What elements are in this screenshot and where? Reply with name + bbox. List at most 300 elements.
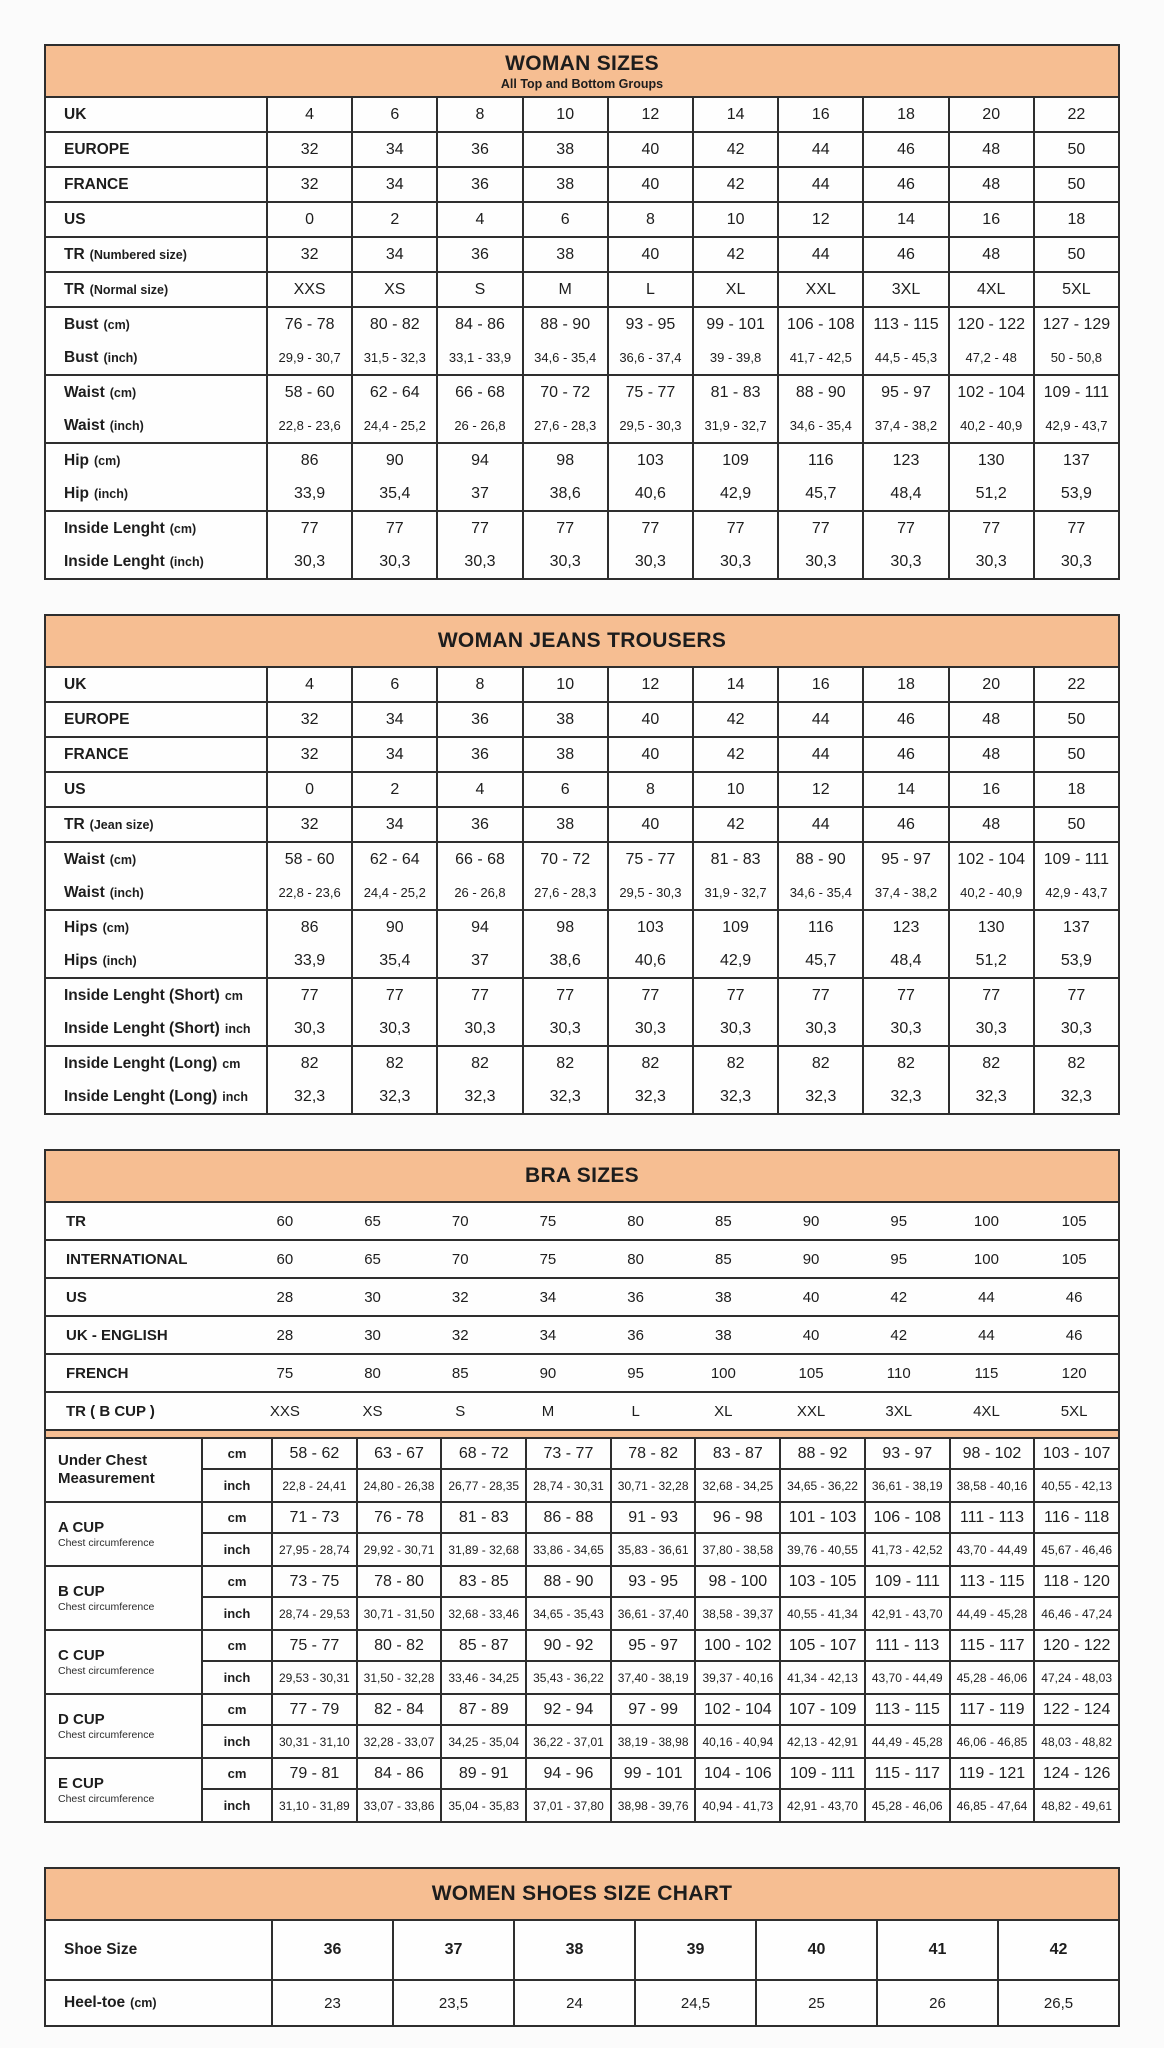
- size-value: 18: [1067, 780, 1086, 798]
- size-value-cell: [948, 703, 1033, 736]
- size-value-cell: [777, 238, 862, 271]
- size-value: 90: [802, 1250, 820, 1268]
- cup-inch-value: 35,43 - 36,22: [533, 1670, 604, 1685]
- size-value: 34: [385, 710, 404, 728]
- size-value: 4: [305, 675, 315, 693]
- size-value-cell: [351, 703, 436, 736]
- size-value-cell: [1033, 979, 1118, 1045]
- size-value-cell: [1033, 738, 1118, 771]
- size-value-cell: [266, 773, 351, 806]
- row-label-cell: [46, 133, 266, 166]
- size-value: 100: [973, 1250, 999, 1268]
- size-value: 25: [808, 1994, 825, 2012]
- cup-cm-value: 77 - 79: [273, 1695, 356, 1726]
- size-value-cell: [1033, 843, 1118, 909]
- size-value: 58 - 60: [284, 383, 335, 401]
- size-value: 77: [1067, 986, 1086, 1004]
- size-value-cell: [607, 911, 692, 977]
- size-value: 2: [390, 210, 400, 228]
- size-value-cell: [692, 98, 777, 131]
- cup-label-cell: [46, 1503, 201, 1565]
- cup-sublabel: Chest circumference: [58, 1537, 155, 1550]
- unit-inch-label: inch: [223, 1734, 251, 1749]
- size-value-cell: [607, 808, 692, 841]
- size-value-cell: [862, 133, 947, 166]
- cup-cm-value: 78 - 80: [358, 1567, 441, 1598]
- cup-label: C CUP: [58, 1646, 105, 1664]
- row-label-cell: [46, 203, 266, 236]
- size-value-cell: [1033, 203, 1118, 236]
- cup-sublabel: Chest circumference: [58, 1665, 155, 1678]
- size-value-cell: [1033, 668, 1118, 701]
- size-value: 85: [714, 1250, 732, 1268]
- size-value: 50: [1067, 140, 1086, 158]
- size-value-cell: [522, 203, 607, 236]
- row-label-text: TR: [64, 280, 85, 298]
- size-value-cell: [948, 376, 1033, 442]
- size-row: [46, 98, 1118, 131]
- size-value: 77: [385, 519, 404, 537]
- row-label: [64, 238, 266, 271]
- cup-cm-value: 71 - 73: [273, 1503, 356, 1534]
- size-value: 102 - 104: [957, 383, 1025, 401]
- size-value: 46: [897, 175, 915, 193]
- cup-inch-value: 40,55 - 42,13: [1041, 1478, 1112, 1493]
- size-value-cell: [1033, 98, 1118, 131]
- size-value-cell: [607, 376, 692, 442]
- row-label: US: [66, 1288, 87, 1306]
- cup-value-cell: [271, 1695, 356, 1757]
- row-label-note: cm: [224, 988, 243, 1003]
- size-value: 38,6: [549, 951, 581, 969]
- bra-conversion-row: [46, 1391, 1118, 1429]
- row-label-note: (cm): [103, 317, 130, 332]
- size-value: 51,2: [975, 951, 1007, 969]
- size-row: [46, 1921, 1118, 1979]
- size-value: 48: [982, 175, 1001, 193]
- row-label: [64, 808, 266, 841]
- size-value: 36: [471, 745, 489, 763]
- size-row: [46, 668, 1118, 701]
- size-value: S: [455, 1402, 466, 1420]
- cup-inch-value: 40,16 - 40,94: [702, 1734, 774, 1749]
- row-label: [64, 203, 266, 236]
- size-value: 34,6 - 35,4: [789, 418, 852, 433]
- row-label-note: (cm): [109, 385, 137, 400]
- size-value-cell: [266, 703, 351, 736]
- cup-cm-value: 98 - 100: [696, 1567, 779, 1598]
- size-value: XXS: [269, 1402, 300, 1420]
- size-value: 48,4: [890, 951, 922, 969]
- size-value: 115: [974, 1364, 999, 1382]
- row-label-note: (Normal size): [89, 282, 169, 297]
- size-value: 10: [726, 780, 745, 798]
- cup-value-cell: [610, 1759, 695, 1821]
- size-value: 26 - 26,8: [454, 418, 506, 433]
- size-value: 30,3: [890, 552, 922, 570]
- size-value-cell: [522, 979, 607, 1045]
- size-value: 130: [977, 451, 1005, 469]
- cup-value-cell: [779, 1631, 864, 1693]
- size-value: 77: [726, 519, 745, 537]
- cup-cm-value: 83 - 85: [442, 1567, 525, 1598]
- cup-cm-value: 63 - 67: [358, 1439, 441, 1470]
- woman-sizes-table: [44, 44, 1120, 580]
- row-label: [64, 1012, 266, 1045]
- size-value-cell: [692, 203, 777, 236]
- size-value: 40: [641, 710, 660, 728]
- cup-value-cell: [440, 1439, 525, 1501]
- size-value: 31,9 - 32,7: [704, 418, 767, 433]
- bra-cup-group: [46, 1501, 1118, 1565]
- cup-cm-value: 113 - 115: [866, 1695, 949, 1726]
- size-value: 106 - 108: [786, 315, 855, 333]
- cup-cm-value: 117 - 119: [951, 1695, 1034, 1726]
- cup-cm-value: 97 - 99: [612, 1695, 695, 1726]
- size-value: 77: [811, 986, 830, 1004]
- size-value: 60: [276, 1250, 294, 1268]
- size-value: 32: [451, 1288, 469, 1306]
- bra-conversion-row: [46, 1277, 1118, 1315]
- size-value-cell: [862, 808, 947, 841]
- row-label-note: (inch): [103, 350, 138, 365]
- size-value-cell: [777, 911, 862, 977]
- jeans-trousers-header: [46, 616, 1118, 668]
- size-value: 8: [645, 780, 655, 798]
- cup-cm-value: 105 - 107: [781, 1631, 864, 1662]
- size-value: 81 - 83: [710, 383, 761, 401]
- row-label-text: Inside Lenght (Short): [64, 1019, 220, 1037]
- cup-cm-value: 82 - 84: [358, 1695, 441, 1726]
- size-value: 3XL: [885, 1402, 913, 1420]
- size-value: 30,3: [720, 552, 752, 570]
- row-label-note: (inch): [109, 418, 144, 433]
- cup-cm-value: 85 - 87: [442, 1631, 525, 1662]
- cup-cm-value: 115 - 117: [866, 1759, 949, 1790]
- size-value-cell: [634, 1921, 755, 1979]
- row-label-cell: [46, 773, 266, 806]
- cup-cm-value: 113 - 115: [951, 1567, 1034, 1598]
- row-label: [64, 979, 266, 1012]
- size-value: 38: [714, 1326, 732, 1344]
- row-label-text: Hips: [64, 918, 98, 936]
- size-value: 34: [539, 1288, 557, 1306]
- cup-value-cell: [440, 1759, 525, 1821]
- size-value-cell: [522, 668, 607, 701]
- row-label-cell: [46, 808, 266, 841]
- cup-inch-value: 43,70 - 44,49: [871, 1670, 943, 1685]
- size-value-cell: [266, 911, 351, 977]
- unit-cm-label: cm: [203, 1567, 271, 1598]
- size-value: 66 - 68: [455, 383, 505, 401]
- size-value-cell: [692, 273, 777, 306]
- size-value: 85: [714, 1212, 732, 1230]
- cup-cm-value: 109 - 111: [781, 1759, 864, 1790]
- row-label-cell: [46, 1981, 271, 2025]
- cup-label-cell: [46, 1695, 201, 1757]
- size-value: 6: [390, 105, 400, 123]
- size-value-cell: [948, 133, 1033, 166]
- size-value: 38: [556, 140, 575, 158]
- size-value-cell: [351, 168, 436, 201]
- size-value: 60: [276, 1212, 294, 1230]
- row-label: TR ( B CUP ): [66, 1402, 155, 1420]
- size-value: XL: [725, 280, 746, 298]
- size-value: 75: [539, 1250, 557, 1268]
- size-value-cell: [351, 133, 436, 166]
- size-value: L: [645, 280, 655, 298]
- size-value: 30,3: [634, 552, 666, 570]
- size-value: 42: [1049, 1941, 1068, 1958]
- cup-value-cell: [356, 1695, 441, 1757]
- size-value-cell: [607, 308, 692, 374]
- cup-inch-value: 31,10 - 31,89: [278, 1798, 350, 1813]
- cup-cm-value: 93 - 97: [866, 1439, 949, 1470]
- size-value-cell: [692, 133, 777, 166]
- row-label: FRENCH: [66, 1364, 129, 1382]
- size-value: 38: [556, 175, 575, 193]
- size-value: 33,1 - 33,9: [448, 350, 512, 365]
- size-value-cell: [692, 238, 777, 271]
- cup-inch-value: 44,49 - 45,28: [956, 1606, 1028, 1621]
- size-value: 30,3: [1060, 1019, 1092, 1037]
- size-value-cell: [692, 308, 777, 374]
- cup-cm-value: 107 - 109: [781, 1695, 864, 1726]
- cup-value-cell: [694, 1567, 779, 1629]
- row-label-note: cm: [222, 1056, 241, 1071]
- cup-cm-value: 98 - 102: [951, 1439, 1034, 1470]
- cup-inch-value: 42,91 - 43,70: [787, 1798, 858, 1813]
- cup-inch-value: 39,37 - 40,16: [702, 1670, 774, 1685]
- cup-value-cell: [440, 1503, 525, 1565]
- cup-inch-value: 37,01 - 37,80: [533, 1798, 604, 1813]
- row-label-text: Hips: [64, 951, 98, 969]
- size-value: 22,8 - 23,6: [278, 885, 341, 900]
- size-value: 82: [556, 1054, 575, 1072]
- size-value: XXL: [796, 1402, 826, 1420]
- size-value: S: [474, 280, 486, 298]
- cup-inch-value: 38,98 - 39,76: [617, 1798, 689, 1813]
- size-value: 32: [300, 245, 319, 263]
- size-value: 95: [890, 1250, 908, 1268]
- size-value: 46: [1065, 1288, 1083, 1306]
- size-value: 38: [556, 710, 575, 728]
- size-value: 44,5 - 45,3: [874, 350, 938, 365]
- size-value: 36: [471, 245, 489, 263]
- size-value: 33,9: [294, 951, 326, 969]
- cup-cm-value: 120 - 122: [1035, 1631, 1118, 1662]
- size-row: [46, 166, 1118, 201]
- size-value: 30,3: [464, 1019, 496, 1037]
- cup-inch-value: 33,07 - 33,86: [363, 1798, 435, 1813]
- size-value: 84 - 86: [455, 315, 505, 333]
- size-value: 93 - 95: [625, 315, 676, 333]
- cup-value-cell: [610, 1567, 695, 1629]
- cup-value-cell: [525, 1567, 610, 1629]
- cup-value-cell: [271, 1631, 356, 1693]
- size-value: 46: [897, 245, 915, 263]
- size-value-cell: [948, 979, 1033, 1045]
- size-value: 48: [982, 710, 1001, 728]
- size-value: 37: [471, 951, 489, 969]
- size-value: 53,9: [1060, 951, 1092, 969]
- cup-inch-value: 24,80 - 26,38: [363, 1478, 435, 1493]
- size-value: 30,3: [890, 1019, 922, 1037]
- size-value: 77: [471, 986, 489, 1004]
- shoes-size-header: [46, 1869, 1118, 1921]
- size-value-cell: [351, 512, 436, 578]
- row-label-note: (inch): [93, 486, 128, 501]
- size-value-cell: [607, 273, 692, 306]
- size-value: 109 - 111: [1043, 383, 1109, 401]
- size-value: 103: [637, 918, 664, 936]
- size-value: 4XL: [976, 280, 1006, 298]
- cup-inch-value: 40,55 - 41,34: [787, 1606, 858, 1621]
- size-value: 2: [390, 780, 400, 798]
- size-value: 82: [1067, 1054, 1086, 1072]
- bra-cup-group: [46, 1439, 1118, 1501]
- size-value-cell: [436, 168, 521, 201]
- size-value: 20: [982, 675, 1001, 693]
- cup-cm-value: 103 - 107: [1035, 1439, 1118, 1470]
- size-value-cell: [777, 979, 862, 1045]
- row-label-cell: [46, 444, 266, 510]
- row-label: [64, 376, 266, 409]
- size-value-cell: [948, 808, 1033, 841]
- size-value: 5XL: [1060, 1402, 1088, 1420]
- cup-inch-value: 48,82 - 49,61: [1041, 1798, 1112, 1813]
- row-label-note: (inch): [109, 885, 144, 900]
- size-value: 48,4: [890, 484, 922, 502]
- size-value: 42: [726, 175, 745, 193]
- unit-cm-label: cm: [203, 1631, 271, 1662]
- size-value-cell: [351, 773, 436, 806]
- size-value-cell: [522, 168, 607, 201]
- size-value: 50: [1067, 815, 1086, 833]
- size-value: 30,3: [720, 1019, 752, 1037]
- size-value: 30: [364, 1288, 381, 1306]
- size-value: 14: [726, 105, 745, 123]
- size-value-cell: [862, 238, 947, 271]
- size-value: 50 - 50,8: [1050, 350, 1103, 365]
- size-value-cell: [777, 133, 862, 166]
- size-value-cell: [351, 376, 436, 442]
- size-value: 40,6: [634, 484, 666, 502]
- size-value-cell: [755, 1921, 876, 1979]
- size-value: 12: [811, 780, 830, 798]
- size-value-cell: [948, 168, 1033, 201]
- size-value-cell: [522, 703, 607, 736]
- size-value: 82: [471, 1054, 489, 1072]
- size-value: 12: [641, 675, 660, 693]
- size-value: 82: [897, 1054, 915, 1072]
- size-value: 77: [897, 986, 915, 1004]
- row-label: TR: [66, 1212, 86, 1230]
- row-label-text: UK: [64, 675, 87, 693]
- size-value: 34: [539, 1326, 557, 1344]
- cup-inch-value: 44,49 - 45,28: [871, 1734, 943, 1749]
- size-value: 4XL: [973, 1402, 1000, 1420]
- size-value-cell: [607, 512, 692, 578]
- row-label-cell: [46, 512, 266, 578]
- cup-cm-value: 89 - 91: [442, 1759, 525, 1790]
- size-value: 99 - 101: [706, 315, 765, 333]
- size-value: 116: [808, 918, 834, 936]
- size-value: 102 - 104: [957, 850, 1025, 868]
- size-value: 77: [982, 519, 1001, 537]
- size-value: 50: [1067, 745, 1086, 763]
- size-value-cell: [692, 444, 777, 510]
- size-value: 36: [627, 1326, 644, 1344]
- size-value: 32: [300, 710, 319, 728]
- row-label: [64, 409, 266, 442]
- size-value: 8: [475, 105, 485, 123]
- size-value: 62 - 64: [369, 850, 420, 868]
- unit-cm-label: cm: [203, 1503, 271, 1534]
- size-value: 44: [811, 140, 830, 158]
- size-value: 123: [892, 918, 920, 936]
- cup-value-cell: [1033, 1695, 1118, 1757]
- size-value-cell: [351, 668, 436, 701]
- size-value-cell: [522, 273, 607, 306]
- size-value: 14: [897, 210, 915, 228]
- size-value: 32: [300, 175, 319, 193]
- size-value: 36: [323, 1941, 342, 1958]
- size-value-cell: [266, 444, 351, 510]
- bra-sizes-title: BRA SIZES: [525, 1164, 639, 1187]
- size-value-cell: [607, 168, 692, 201]
- cup-inch-value: 36,61 - 37,40: [617, 1606, 689, 1621]
- size-value-cell: [777, 668, 862, 701]
- cup-value-cell: [864, 1631, 949, 1693]
- size-value: 98: [556, 451, 575, 469]
- cup-value-cell: [864, 1567, 949, 1629]
- row-label-text: TR: [64, 245, 85, 263]
- size-value: 94: [471, 918, 489, 936]
- cup-inch-value: 34,65 - 35,43: [533, 1606, 604, 1621]
- size-value: 82: [811, 1054, 830, 1072]
- size-value-cell: [876, 1921, 997, 1979]
- size-value-cell: [522, 238, 607, 271]
- size-value: 16: [982, 780, 1001, 798]
- row-label-text: FRANCE: [64, 175, 129, 193]
- size-value: 38,6: [549, 484, 581, 502]
- size-value: 18: [1067, 210, 1086, 228]
- size-value-cell: [777, 843, 862, 909]
- size-value: 58 - 60: [284, 850, 335, 868]
- bra-conversion-body: [46, 1203, 1118, 1429]
- cup-value-cell: [1033, 1631, 1118, 1693]
- cup-sublabel: Chest circumference: [58, 1793, 155, 1806]
- row-label-cell: [46, 668, 266, 701]
- size-row: [46, 736, 1118, 771]
- size-value: 42,9: [720, 951, 752, 969]
- size-value: 30,3: [549, 552, 581, 570]
- cup-cm-value: 68 - 72: [442, 1439, 525, 1470]
- size-value: 37,4 - 38,2: [874, 418, 938, 433]
- size-value-cell: [436, 979, 521, 1045]
- size-value: 29,9 - 30,7: [278, 350, 341, 365]
- size-value-cell: [948, 512, 1033, 578]
- size-value: 76 - 78: [284, 315, 335, 333]
- cup-value-cell: [949, 1567, 1034, 1629]
- row-label-note: (cm): [109, 852, 137, 867]
- size-value-cell: [862, 98, 947, 131]
- size-value-cell: [1033, 911, 1118, 977]
- size-value-cell: [436, 843, 521, 909]
- cup-value-cell: [1033, 1439, 1118, 1501]
- size-value: XS: [384, 280, 406, 298]
